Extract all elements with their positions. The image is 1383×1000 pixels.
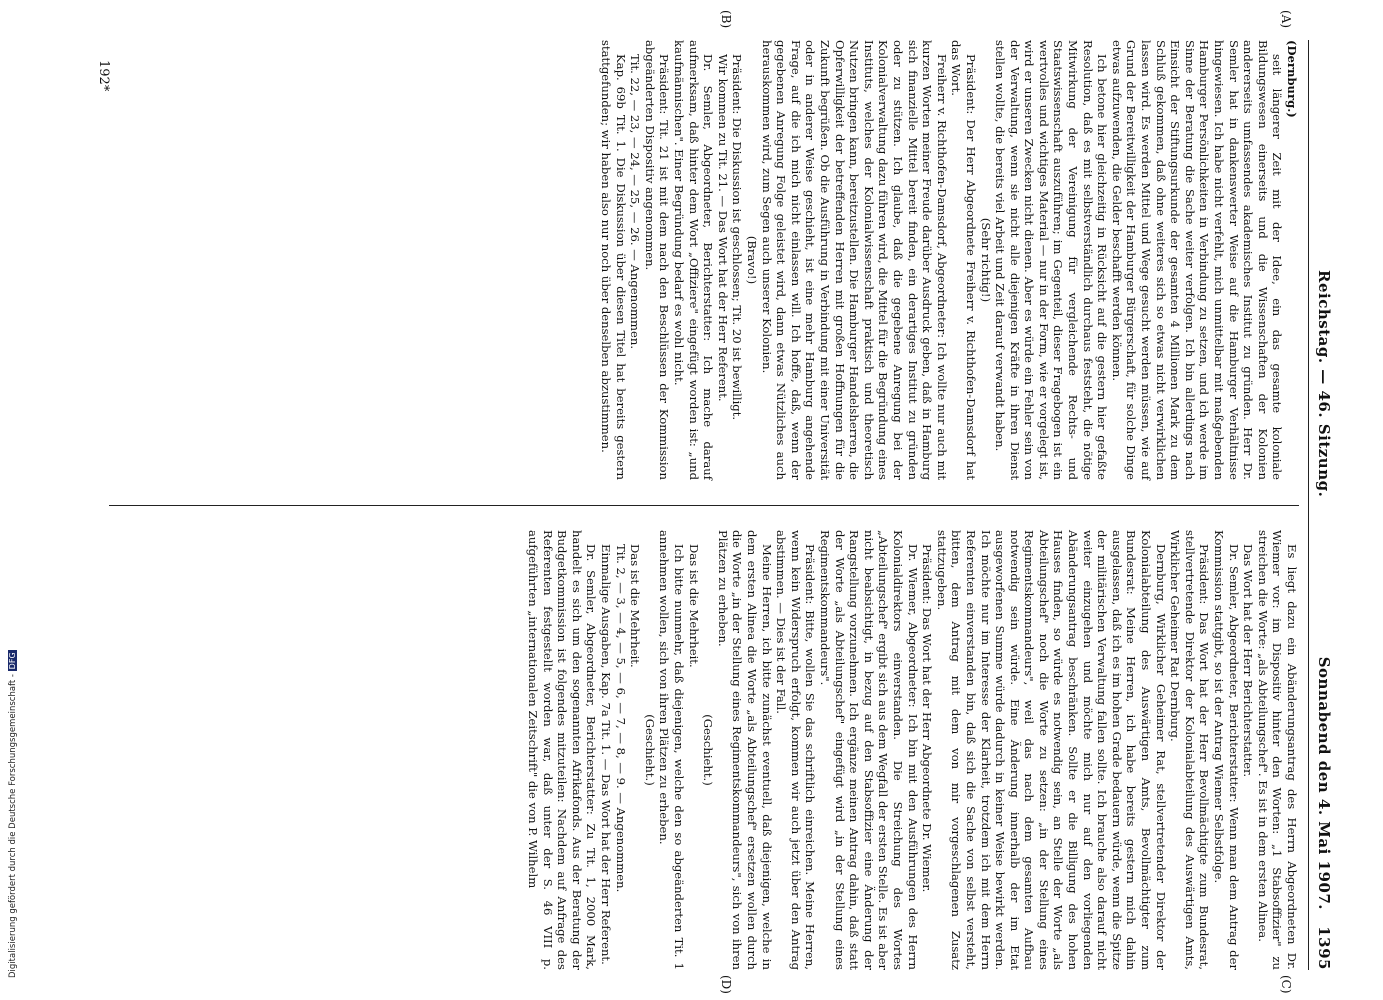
paragraph: Meine Herren, ich bitte zunächst eventuell, daß diejenigen, welche in dem ersten Alinea die Worte „als Abteilungschef" ersetzen wollen durch die Worte „in der Stellung eines Regimentskommandeurs", sich von ihren Plätzen zu erheben. [715,530,774,970]
interjection: (Bravo!) [745,235,760,285]
paragraph: Dr. Semler, Abgeordneter, Berichterstatter: Ich mache darauf aufmerksam, daß hinter dem Wort „Offiziere" eingefügt worden ist: „und kaufmännischen". Einer Begründung bedarf es wohl nicht. [672,40,716,480]
page-number: 1395 [1315,926,1333,970]
paragraph: Ich betone hier gleichzeitig in Rücksicht auf die gestern hier gefaßte Resolution, daß es mit selbstverständlich durchaus feststeht, die nötige Mitwirkung der Vereinigung für vergleichende Rechts- und Staatswissenschaft auszuführen; im Gegenteil, dieser Fragebogen ist ein wertvolles und wichtiges Material — nur in der Form, wie er vorgelegt ist, wird er unseren Zwecken nicht dienen. Aber es würde ein Fehler sein von der Verwaltung, wenn sie nicht alle diejenigen Kräfte in ihren Dienst stellen wollte, die bereits viel Arbeit und Zeit darauf verwandt haben. [993,40,1110,480]
margin-letter-d: (D) [719,975,733,994]
paragraph: Das ist die Mehrheit. [686,544,701,668]
header-right: Sonnabend den 4. Mai 1907. [1315,656,1333,910]
interjection: (Sehr richtig!) [978,217,993,303]
paragraph: Präsident: Tit. 21 ist mit dem nach den Beschlüssen der Kommission abgeänderten Dispositiv angenommen. [642,40,672,480]
column-rule [109,505,1299,506]
interjection: (Geschieht.) [701,714,716,786]
paragraph: Das ist die Mehrheit. [628,544,643,668]
rotated-page [83,10,1333,994]
paragraph: Es liegt dazu ein Abänderungsantrag des Herrn Abgeordneten Dr. Wiemer vor: im Dispositiv hinter den Worten: „1 Stabsoffizier" zu streichen die Worte: „als Abteilungschef". Es ist in dem ersten Alinea. [1255,530,1299,970]
paragraph: Präsident: Die Diskussion ist geschlossen; Tit. 20 ist bewilligt. [730,54,745,421]
page-header [1311,40,1333,970]
paragraph: Präsident: Der Herr Abgeordnete Freiherr v. Richthofen-Damsdorf hat das Wort. [949,40,978,480]
digitization-note [8,650,18,978]
dfg-logo-icon: DFG [8,652,17,670]
right-column [526,530,1299,970]
paragraph: Dr. Wiemer, Abgeordneter: Ich bin mit den Ausführungen des Herrn Kolonialdirektors einverstanden. Die Streichung des Wortes „Abteilungschef" ergibt sich aus dem Wegfall der ersten Stelle. Es ist aber nicht beabsichtigt, in bezug auf den Stabsoffizier eine Änderung der Rangstellung vorzunehmen. Ich ergänze meinen Antrag dahin, daß statt der Worte „als Abteilungschef" eingefügt wird „in der Stellung eines Regimentskommandeurs". [818,530,920,970]
paragraph: Dr. Semler, Abgeordneter, Berichterstatter: Wenn man dem Antrag der Kommission stattgibt, so ist der Antrag Wiemer Selbstfolge. [1212,530,1241,970]
paragraph: Dr. Semler, Abgeordneter, Berichterstatter: Zu Tit. 1, 2000 Mark, handelt es sich um den sogenannten Afrikafonds. Aus der Beratung der Budgetkommission ist folgendes mitzuteilen: Nachdem auf Anfrage des Referenten festgestellt worden war, daß unter der S. 46 VIII p. aufgeführten „internationalen Zeitschrift" die von P. Wilhelm [526,530,599,970]
header-rule [1308,40,1309,970]
paragraph: Das Wort hat der Herr Berichterstatter. [1241,544,1256,778]
header-left: Reichstag. — 46. Sitzung. [1315,270,1333,498]
margin-letter-c: (C) [1279,975,1293,994]
paragraph: Kap. 69b Tit. 1. Die Diskussion über diesen Titel hat bereits gestern stattgefunden; wir haben also nur noch über denselben abzustimmen. [599,40,628,480]
paragraph: Freiherr v. Richthofen-Damsdorf, Abgeordneter: Ich wollte nur auch mit kurzen Worten meiner Freude darüber Ausdruck geben, daß in Hamburg sich finanzielle Mittel bereit finden, ein derartiges Institut zu gründen oder zu stützen. Ich glaube, daß die gegebene Anregung bei der Kolonialverwaltung dazu führen wird, die Mittel für die Begründung eines Instituts, welches der Kolonialwissenschaft praktisch und theoretisch Nutzen bringen kann, bereitzustellen. Die Hamburger Handelsherren, die Opferwilligkeit der betreffenden Herren mit großen Hoffnungen für die Zukunft begrüßen. Ob die Ausführung in Verbindung mit einer Universität oder in anderer Weise geschieht, ist eine mehr Hamburg angehende Frage, auf die ich mich nicht einlassen will. Ich hoffe, daß, wenn der gegebenen Anregung Folge geleistet wird, dann etwas Nützliches auch herauskommen wird, zum Segen auch unserer Kolonien. [759,40,949,480]
left-column [599,40,1300,480]
paragraph: Dernburg, Wirklicher Geheimer Rat, stellvertretender Direktor der Kolonialabteilung des Auswärtigen Amts, Bevollmächtigter zum Bundesrat: Meine Herren, ich habe bereits gestern mich dahin ausgelassen, daß ich es im hohen Grade bedauern würde, wenn die Spitze der militärischen Verwaltung fallen sollte. Ich brauche also darauf nicht weiter einzugehen und möchte mich nur auf den vorliegenden Abänderungsantrag beschränken. Sollte er die Billigung des hohen Hauses finden, so würde es notwendig sein, an Stelle der Worte „als Abteilungschef" noch die Worte zu setzen: „in der Stellung eines Regimentskommandeurs", weil das nach dem gesamten Aufbau notwendig sein würde. Eine Änderung innerhalb der im Etat ausgeworfenen Summe würde dadurch in keiner Weise bewirkt werden. Ich möchte nur im Interesse der Klarheit, trotzdem ich mit dem Herrn Referenten einverstanden bin, daß sich die Sache von selbst versteht, bitten, dem Antrag mit dem von mir vorgeschlagenen Zusatz stattzugeben. [934,530,1168,970]
paragraph: seit längerer Zeit mit der Idee, ein das gesamte koloniale Bildungswesen einerseits und die Wissenschaften der Kolonien andererseits umfassendes akademisches Institut zu gründen. Herr Dr. Semler hat in dankenswerter Weise auf die Hamburger Verhältnisse hingewiesen. Ich habe nicht verfehlt, mich unmittelbar mit maßgebenden Hamburger Persönlichkeiten in Verbindung zu setzen, und ich werde im Sinne der Beratung die Sache weiter verfolgen. Ich bin allerdings nach Einsicht der Stiftungsurkunde der gesamten 4 Millionen Mark zu dem Schluß gekommen, daß ohne weiteres sich so etwas nicht verwirklichen lassen wird. Es werden Mittel und Wege gesucht werden müssen, wie auf Grund der Bereitwilligkeit der Hamburger Bürgerschaft, für solche Dinge etwas aufzuwenden, die Gelder beschafft werden können. [1109,40,1285,480]
margin-letter-b: (B) [719,10,733,29]
paragraph: Präsident: Das Wort hat der Herr Abgeordnete Dr. Wiemer. [920,544,935,893]
paragraph: Präsident: Bitte, wollen Sie das schriftlich einreichen. Meine Herren, wenn kein Widerspruch erfolgt, kommen wir auch jetzt über den Antrag abstimmen. — Dies ist der Fall. [774,530,818,970]
paragraph: Ich bitte nunmehr, daß diejenigen, welche den so abgeänderten Tit. 1 annehmen wollen, sich von ihren Plätzen zu erheben. [657,530,687,970]
paragraph: Tit. 22, — 23, — 24, — 25, — 26. — Angenommen. [628,54,643,350]
margin-letter-a: (A) [1279,10,1293,29]
paragraph: Wir kommen zu Tit. 21. — Das Wort hat der Herr Referent. [715,54,730,402]
digitization-text: Digitalisierung gefördert durch die Deutsche Forschungsgemeinschaft - [8,674,18,978]
signature-mark: 192* [96,60,111,92]
interjection: (Geschieht.) [642,714,657,786]
paragraph: Einmalige Ausgaben, Kap. 7a Tit. 1. — Das Wort hat der Herr Referent. [599,544,614,965]
paragraph: Präsident: Das Wort hat der Herr Bevollmächtigte zum Bundesrat, stellvertretende Direktor der Kolonialabteilung des Auswärtigen Amts, Wirklicher Geheimer Rat Dernburg. [1168,530,1212,970]
paragraph: Tit. 2, — 3, — 4, — 5, — 6, — 7, — 8, — 9. — Angenommen. [613,544,628,893]
speaker-continuation: (Dernburg.) [1285,40,1299,118]
